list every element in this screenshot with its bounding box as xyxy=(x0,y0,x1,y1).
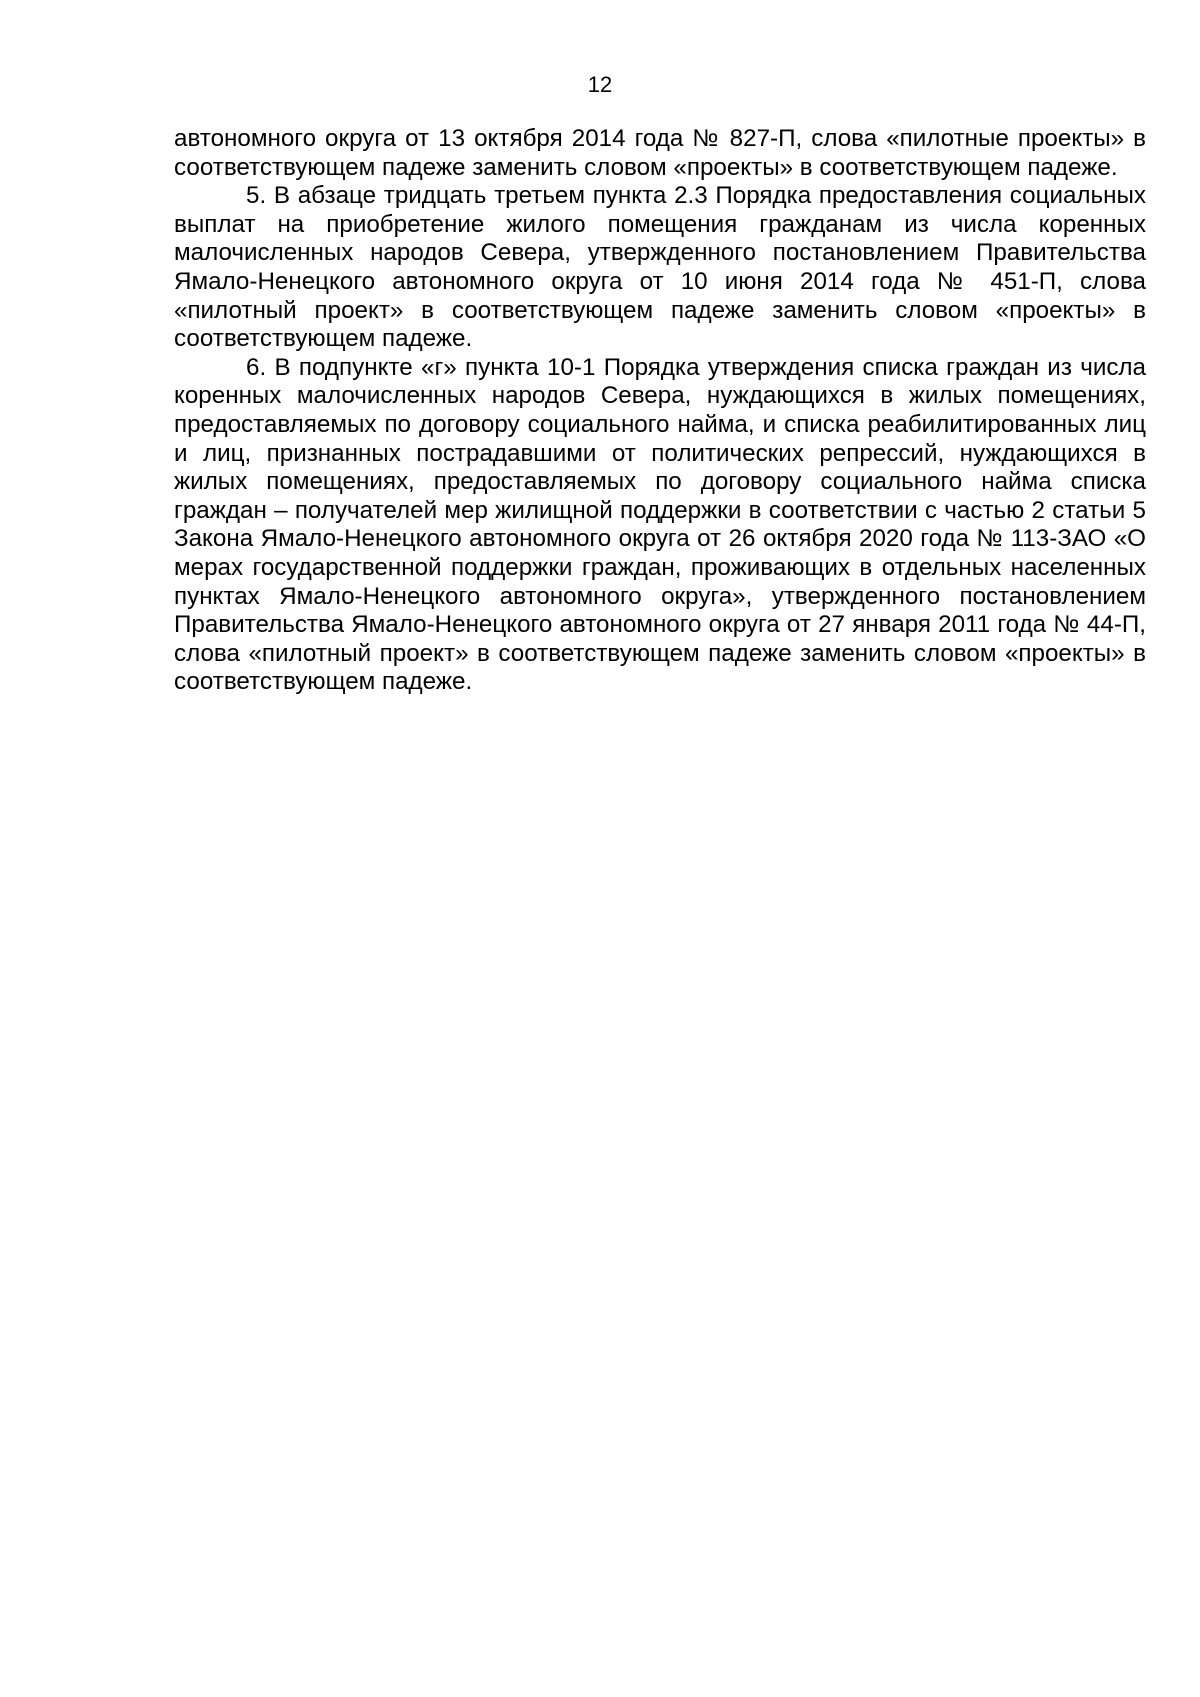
paragraph-continuation: автономного округа от 13 октября 2014 года № 827-П, слова «пилотные проекты» в соответствующем падеже заменить словом «проекты» в соответствующем падеже. xyxy=(174,125,1146,181)
paragraph-item-5: 5. В абзаце тридцать третьем пункта 2.3 Порядка предоставления социальных выплат на приобретение жилого помещения гражданам из числа коренных малочисленных народов Севера, утвержденного постановлением Правительства Ямало-Ненецкого автономного округа от 10 июня 2014 года № 451-П, слова «пилотный проект» в соответствующем падеже заменить словом «проекты» в соответствующем падеже. xyxy=(174,182,1146,353)
paragraph-item-6: 6. В подпункте «г» пункта 10-1 Порядка утверждения списка граждан из числа коренных малочисленных народов Севера, нуждающихся в жилых помещениях, предоставляемых по договору социального найма, и списка реабилитированных лиц и лиц, признанных пострадавшими от политических репрессий, нуждающихся в жилых помещениях, предоставляемых по договору социального найма списка граждан – получателей мер жилищной поддержки в соответствии с частью 2 статьи 5 Закона Ямало-Ненецкого автономного округа от 26 октября 2020 года № 113-ЗАО «О мерах государственной поддержки граждан, проживающих в отдельных населенных пунктах Ямало-Ненецкого автономного округа», утвержденного постановлением Правительства Ямало-Ненецкого автономного округа от 27 января 2011 года № 44-П, слова «пилотный проект» в соответствующем падеже заменить словом «проекты» в соответствующем падеже. xyxy=(174,353,1146,696)
document-body xyxy=(174,125,1146,697)
page-number: 12 xyxy=(587,72,613,97)
